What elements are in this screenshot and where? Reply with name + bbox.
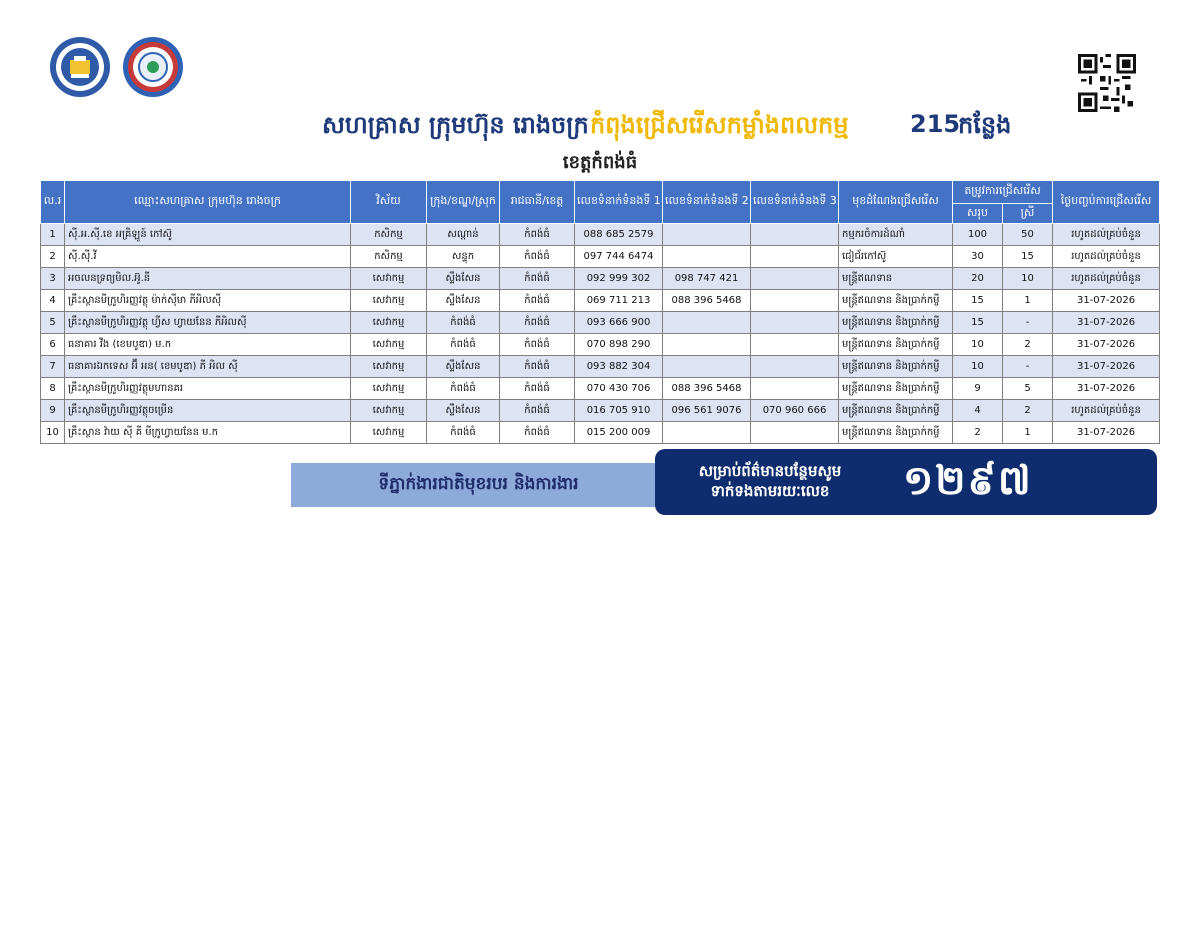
cell-deadline: 31-07-2026 <box>1053 334 1160 356</box>
cell-province: កំពង់ធំ <box>500 356 575 378</box>
cell-deadline: រហូតដល់គ្រប់ចំនួន <box>1053 400 1160 422</box>
cell-province: កំពង់ធំ <box>500 422 575 444</box>
agency-name: ទីភ្នាក់ងារជាតិមុខរបរ និងការងារ <box>378 473 579 494</box>
cell-phone1: 015 200 009 <box>575 422 663 444</box>
cell-phone2 <box>663 246 751 268</box>
table-row <box>41 224 1160 246</box>
jobs-table <box>40 180 1160 444</box>
cell-phone2: 088 396 5468 <box>663 290 751 312</box>
cell-province: កំពង់ធំ <box>500 378 575 400</box>
title-row <box>0 106 1200 146</box>
cell-deadline: រហូតដល់គ្រប់ចំនួន <box>1053 268 1160 290</box>
cell-deadline: 31-07-2026 <box>1053 312 1160 334</box>
cell-phone1: 093 666 900 <box>575 312 663 334</box>
cell-company: គ្រឹះស្ថានមីក្រូហិរញ្ញវត្ថុ ម៉ាក់ស៊ីមា ភីអិលស៊ី <box>65 290 351 312</box>
table-header-row <box>41 181 1160 204</box>
cell-no: 2 <box>41 246 65 268</box>
cell-district: កំពង់ធំ <box>427 334 500 356</box>
cell-company: អចលនទ្រព្យមិល.អ៊ូ.នី <box>65 268 351 290</box>
cell-phone3 <box>751 378 839 400</box>
cell-female: - <box>1003 356 1053 378</box>
cell-female: - <box>1003 312 1053 334</box>
cell-no: 9 <box>41 400 65 422</box>
cell-phone2 <box>663 334 751 356</box>
cell-position: មន្ត្រីឥណទាន និងប្រាក់កម្ចី <box>839 334 953 356</box>
table-row <box>41 246 1160 268</box>
cell-deadline: 31-07-2026 <box>1053 422 1160 444</box>
cell-total: 2 <box>953 422 1003 444</box>
table-row <box>41 312 1160 334</box>
header-province: រាជធានី/ខេត្ត <box>500 181 575 224</box>
cell-phone1: 093 882 304 <box>575 356 663 378</box>
cell-phone3 <box>751 268 839 290</box>
cell-district: ស្ទឹងសែន <box>427 356 500 378</box>
cell-phone3 <box>751 224 839 246</box>
cell-phone1: 088 685 2579 <box>575 224 663 246</box>
cell-province: កំពង់ធំ <box>500 290 575 312</box>
cell-phone3: 070 960 666 <box>751 400 839 422</box>
cell-phone3 <box>751 312 839 334</box>
cell-total: 20 <box>953 268 1003 290</box>
header-company: ឈ្មោះសហគ្រាស ក្រុមហ៊ុន រោងចក្រ <box>65 181 351 224</box>
cell-company: គ្រឹះស្ថានមីក្រូហិរញ្ញវត្ថុមហានគរ <box>65 378 351 400</box>
cell-female: 2 <box>1003 334 1053 356</box>
cell-sector: សេវាកម្ម <box>351 356 427 378</box>
cell-position: ជៀជ័រកៅស៊ូ <box>839 246 953 268</box>
cell-province: កំពង់ធំ <box>500 334 575 356</box>
cell-district: កំពង់ធំ <box>427 422 500 444</box>
cell-female: 1 <box>1003 422 1053 444</box>
table-row <box>41 400 1160 422</box>
cell-phone3 <box>751 290 839 312</box>
title-main: សហគ្រាស ក្រុមហ៊ុន រោងចក្រ <box>322 111 589 139</box>
header-no: ល.រ <box>41 181 65 224</box>
contact-text: សម្រាប់ព័ត៌មានបន្ថែមសូមទាក់ទងតាមរយៈលេខ <box>698 462 842 500</box>
cell-phone2 <box>663 312 751 334</box>
cell-phone2 <box>663 422 751 444</box>
header-sector: វិស័យ <box>351 181 427 224</box>
cell-position: មន្ត្រីឥណទាន និងប្រាក់កម្ចី <box>839 378 953 400</box>
cell-deadline: រហូតដល់គ្រប់ចំនួន <box>1053 246 1160 268</box>
cell-phone1: 097 744 6474 <box>575 246 663 268</box>
cell-total: 15 <box>953 312 1003 334</box>
table-row <box>41 334 1160 356</box>
header-total: សរុប <box>953 204 1003 224</box>
cell-district: កំពង់ធំ <box>427 312 500 334</box>
cell-company: គ្រឹះស្ថានមីក្រូហិរញ្ញវត្ថុចម្រើន <box>65 400 351 422</box>
position-count: 215 <box>910 110 961 138</box>
cell-province: កំពង់ធំ <box>500 400 575 422</box>
hotline-banner <box>655 449 1157 515</box>
cell-phone3 <box>751 356 839 378</box>
cell-district: ស្ទឹងសែន <box>427 268 500 290</box>
cell-deadline: 31-07-2026 <box>1053 378 1160 400</box>
cell-company: គ្រឹះស្ថានមីក្រូហិរញ្ញវត្ថុ ហ្វីស ហ្វាយនែន ភីអិលស៊ី <box>65 312 351 334</box>
cell-phone2: 096 561 9076 <box>663 400 751 422</box>
cell-position: មន្ត្រីឥណទាន និងប្រាក់កម្ចី <box>839 356 953 378</box>
table-row <box>41 378 1160 400</box>
cell-sector: កសិកម្ម <box>351 246 427 268</box>
title-highlight: កំពុងជ្រើសរើសកម្លាំងពលកម្ម <box>590 111 849 139</box>
cell-phone1: 092 999 302 <box>575 268 663 290</box>
cell-phone1: 070 898 290 <box>575 334 663 356</box>
cell-no: 6 <box>41 334 65 356</box>
table-row <box>41 290 1160 312</box>
cell-phone3 <box>751 246 839 268</box>
cell-company: ស៊ី.ស៊ី.វី <box>65 246 351 268</box>
header-deadline: ថ្ងៃបញ្ចប់ការជ្រើសរើស <box>1053 181 1160 224</box>
cell-company: គ្រឹះស្ថាន វ៉ាយ ស៊ី គី មីក្រូហ្វាយនែន ម.ក <box>65 422 351 444</box>
cell-province: កំពង់ធំ <box>500 268 575 290</box>
cell-female: 2 <box>1003 400 1053 422</box>
cell-phone2 <box>663 224 751 246</box>
cell-female: 5 <box>1003 378 1053 400</box>
cell-total: 10 <box>953 334 1003 356</box>
cell-no: 4 <box>41 290 65 312</box>
cell-phone2 <box>663 356 751 378</box>
ministry-logo <box>49 36 111 98</box>
cell-deadline: 31-07-2026 <box>1053 356 1160 378</box>
cell-no: 1 <box>41 224 65 246</box>
table-row <box>41 422 1160 444</box>
cell-province: កំពង់ធំ <box>500 224 575 246</box>
cell-no: 5 <box>41 312 65 334</box>
cell-no: 10 <box>41 422 65 444</box>
header-phone3: លេខទំនាក់ទំនងទី 3 <box>751 181 839 224</box>
cell-phone3 <box>751 334 839 356</box>
cell-district: កំពង់ធំ <box>427 378 500 400</box>
cell-position: មន្ត្រីឥណទាន និងប្រាក់កម្ចី <box>839 422 953 444</box>
cell-province: កំពង់ធំ <box>500 246 575 268</box>
header-position: មុខដំណែងជ្រើសរើស <box>839 181 953 224</box>
cell-company: ធនាគារឯកទេស អ៊ឹ អន( ខេមបូឌា) ភី អិល ស៊ី <box>65 356 351 378</box>
cell-district: សណ្ដាន់ <box>427 224 500 246</box>
cell-position: មន្ត្រីឥណទាន និងប្រាក់កម្ចី <box>839 400 953 422</box>
nea-logo <box>122 36 184 98</box>
cell-no: 8 <box>41 378 65 400</box>
cell-no: 7 <box>41 356 65 378</box>
header-demand: តម្រូវការជ្រើសរើស <box>953 181 1053 204</box>
cell-total: 9 <box>953 378 1003 400</box>
cell-district: សន្ទុក <box>427 246 500 268</box>
cell-sector: សេវាកម្ម <box>351 400 427 422</box>
cell-deadline: រហូតដល់គ្រប់ចំនួន <box>1053 224 1160 246</box>
cell-female: 1 <box>1003 290 1053 312</box>
cell-sector: សេវាកម្ម <box>351 334 427 356</box>
position-unit: កន្លែង <box>958 111 1012 139</box>
cell-deadline: 31-07-2026 <box>1053 290 1160 312</box>
cell-position: មន្ត្រីឥណទាន និងប្រាក់កម្ចី <box>839 312 953 334</box>
cell-phone1: 069 711 213 <box>575 290 663 312</box>
cell-total: 4 <box>953 400 1003 422</box>
hotline-number: ១២៩៧ <box>903 458 1033 504</box>
cell-phone1: 016 705 910 <box>575 400 663 422</box>
cell-company: ស៊ី.អ.ស៊ី.ខេ អគ្រិឡូន៍ កៅស៊ូ <box>65 224 351 246</box>
header-female: ស្រី <box>1003 204 1053 224</box>
cell-total: 100 <box>953 224 1003 246</box>
cell-female: 10 <box>1003 268 1053 290</box>
province-title: ខេត្តកំពង់ធំ <box>562 152 638 173</box>
agency-banner <box>291 463 666 507</box>
cell-sector: សេវាកម្ម <box>351 378 427 400</box>
header-phone2: លេខទំនាក់ទំនងទី 2 <box>663 181 751 224</box>
cell-company: ធនាគារ វីង (ខេមបូឌា) ម.ក <box>65 334 351 356</box>
cell-district: ស្ទឹងសែន <box>427 400 500 422</box>
cell-sector: សេវាកម្ម <box>351 290 427 312</box>
header-district: ក្រុង/ខណ្ឌ/ស្រុក <box>427 181 500 224</box>
cell-sector: សេវាកម្ម <box>351 268 427 290</box>
cell-female: 50 <box>1003 224 1053 246</box>
table-row <box>41 268 1160 290</box>
header-phone1: លេខទំនាក់ទំនងទី 1 <box>575 181 663 224</box>
cell-position: កម្មករចំការដំណាំ <box>839 224 953 246</box>
cell-district: ស្ទឹងសែន <box>427 290 500 312</box>
cell-phone2: 098 747 421 <box>663 268 751 290</box>
cell-female: 15 <box>1003 246 1053 268</box>
cell-phone2: 088 396 5468 <box>663 378 751 400</box>
cell-position: មន្ត្រីឥណទាន <box>839 268 953 290</box>
cell-sector: សេវាកម្ម <box>351 312 427 334</box>
cell-no: 3 <box>41 268 65 290</box>
cell-sector: សេវាកម្ម <box>351 422 427 444</box>
qr-code-icon <box>1078 54 1136 112</box>
cell-total: 10 <box>953 356 1003 378</box>
cell-sector: កសិកម្ម <box>351 224 427 246</box>
table-row <box>41 356 1160 378</box>
cell-phone1: 070 430 706 <box>575 378 663 400</box>
cell-total: 30 <box>953 246 1003 268</box>
cell-province: កំពង់ធំ <box>500 312 575 334</box>
cell-position: មន្ត្រីឥណទាន និងប្រាក់កម្ចី <box>839 290 953 312</box>
cell-total: 15 <box>953 290 1003 312</box>
cell-phone3 <box>751 422 839 444</box>
